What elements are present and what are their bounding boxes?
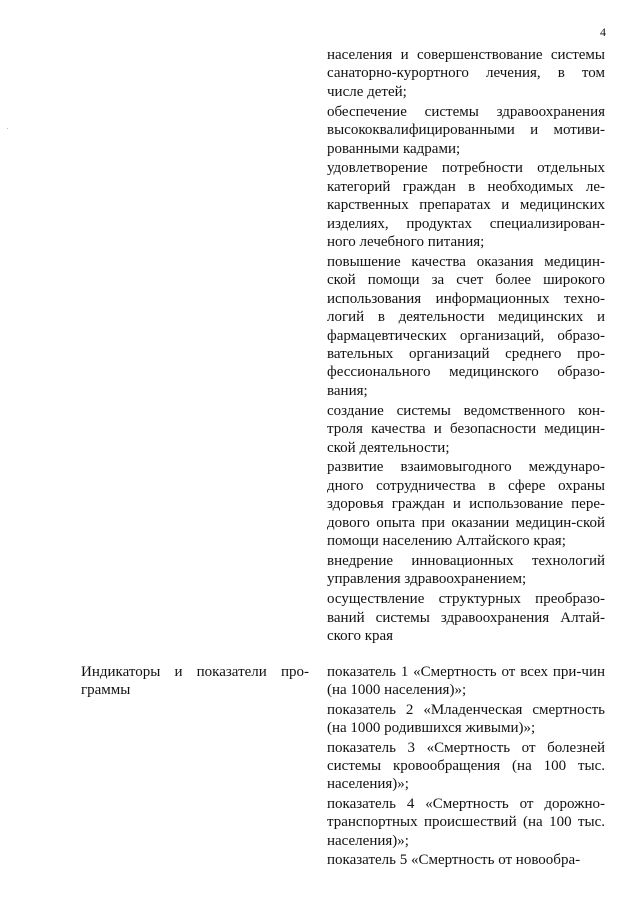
goal-item: осуществление структурных преобразо-ваний системы здравоохранения Алтай-ского края [327, 591, 605, 645]
goal-item: развитие взаимовыгодного междунаро-дного сотрудничества в сфере охраны здоровья граждан и использование пере-дового опыта при оказании медицин-ской помощи населению Алтайского края; [327, 459, 605, 550]
goal-item: создание системы ведомственного кон-троля качества и безопасности медицин-ской деятельности; [327, 402, 605, 456]
page-number: 4 [600, 25, 606, 39]
indicator-item: показатель 1 «Смертность от всех при-чин (на 1000 населения)»; [327, 664, 605, 699]
indicator-item: показатель 4 «Смертность от дорожно-транспортных происшествий (на 100 тыс. населения)»; [327, 795, 605, 849]
margin-mark [7, 128, 8, 129]
indicator-item: показатель 5 «Смертность от новообра- [327, 852, 581, 869]
goal-item: повышение качества оказания медицин-ской помощи за счет более широкого использования информационных техно-логий в деятельности медицинских и фармацевтических организаций, образо-вательных организаций среднего про-фессионального медицинского образо-вания; [327, 253, 605, 399]
goal-item: населения и совершенствование системы санаторно-курортного лечения, в том числе детей; [327, 47, 605, 100]
goals-list [327, 46, 605, 646]
indicator-item: показатель 2 «Младенческая смертность (на 1000 родившихся живыми)»; [327, 701, 605, 737]
indicators-list [327, 663, 605, 869]
goal-item: удовлетворение потребности отдельных категорий граждан в необходимых ле-карственных препаратах и медицинских изделиях, продуктах специализирован-ного лечебного питания; [327, 160, 605, 251]
indicators-label: Индикаторы и показатели про-граммы [81, 664, 309, 699]
indicator-item: показатель 3 «Смертность от болезней системы кровообращения (на 100 тыс. населения)»; [327, 739, 605, 793]
goal-item: обеспечение системы здравоохранения высококвалифицированными и мотиви-рованными кадрами; [327, 103, 605, 157]
goal-item: внедрение инновационных технологий управления здравоохранением; [327, 552, 605, 588]
